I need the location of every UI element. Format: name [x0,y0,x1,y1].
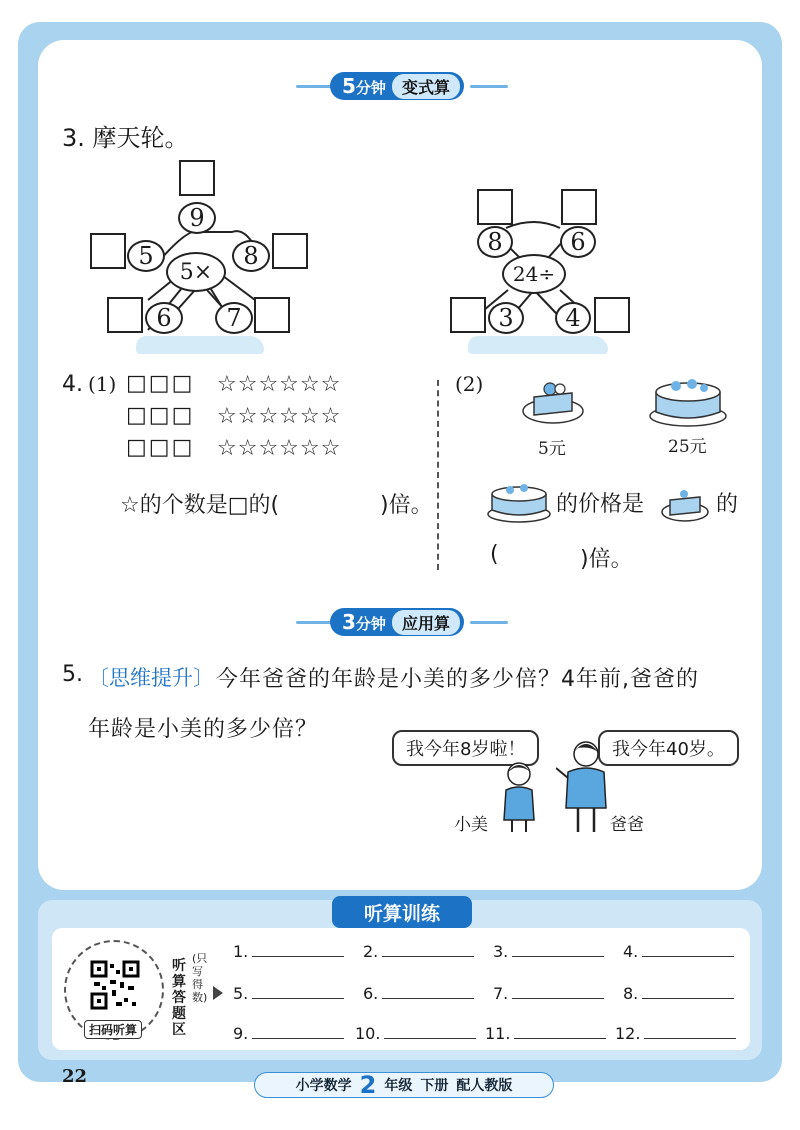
answer-box[interactable] [477,189,513,225]
section-unit: 分钟 [355,79,386,97]
answer-slot-4[interactable]: 4. [623,942,734,961]
only-results-note: (只写得数) [192,952,208,1004]
answer-box[interactable] [594,297,630,333]
book-footer [254,1072,554,1098]
answer-line[interactable] [384,1025,476,1039]
q5-line-2: 年龄是小美的多少倍？ [88,717,319,742]
section-minutes: 5 [342,74,356,98]
answer-line[interactable] [642,943,734,957]
question-3-title: 3. 摩天轮。 [62,124,189,152]
snow-ground [468,336,608,354]
answer-line[interactable] [512,943,604,957]
answer-line[interactable] [252,943,344,957]
wheel-number: 4 [555,302,591,334]
footer-grade-unit: 年级 [384,1078,413,1094]
answer-slot-7[interactable]: 7. [493,984,604,1003]
question-5-number: 5. [62,662,83,687]
stars-row: ☆☆☆☆☆☆ [217,436,342,461]
question-4-number: 4. [62,372,83,397]
listening-title: 听算训练 [332,896,472,928]
wheel-number: 9 [178,202,216,234]
wheel-number: 3 [488,302,524,334]
q4-sentence-2b: )倍。 [580,547,633,572]
cake-slice-icon [520,375,586,427]
column-divider [437,380,439,570]
play-arrow-icon [213,986,223,1000]
section-minutes: 3 [342,610,356,634]
answer-slot-6[interactable]: 6. [363,984,474,1003]
footer-edition: 配人教版 [456,1078,513,1094]
q4-sentence-2a: ( [490,542,499,567]
price-cake: 25元 [668,437,707,457]
footer-volume: 下册 [420,1078,449,1094]
answer-slot-9[interactable]: 9. [233,1024,344,1043]
footer-subject: 小学数学 [295,1078,352,1094]
section-name: 应用算 [392,610,460,635]
squares-row: □□□ [126,435,195,460]
answer-slot-3[interactable]: 3. [493,942,604,961]
answer-box[interactable] [561,189,597,225]
answer-line[interactable] [642,985,734,999]
answer-slot-11[interactable]: 11. [485,1024,606,1043]
whole-cake-icon [486,478,552,524]
answer-line[interactable] [512,985,604,999]
section-unit: 分钟 [355,615,386,633]
q5-line-1: 今年爸爸的年龄是小美的多少倍？4年前,爸爸的 [216,667,699,692]
wheel-number: 7 [215,302,253,334]
answer-area-label: 听算答题区 [172,958,186,1038]
answer-slot-2[interactable]: 2. [363,942,474,961]
wheel-center: 24÷ [502,254,566,294]
q4-sentence-2end: 的 [716,492,739,517]
q4-part2-label: (2) [455,372,484,396]
name-xiaomei: 小美 [454,815,488,835]
answer-slot-1[interactable]: 1. [233,942,344,961]
price-slice: 5元 [538,439,566,459]
cake-slice-icon [660,484,710,522]
speech-bubble-xiaomei: 我今年8岁啦！ [392,730,539,766]
answer-line[interactable] [382,943,474,957]
q4-sentence-2mid: 的价格是 [556,492,645,517]
answer-slot-10[interactable]: 10. [355,1024,476,1043]
squares-row: □□□ [126,371,195,396]
page-number: 22 [62,1066,88,1087]
footer-grade: 2 [359,1071,377,1099]
thinking-tag: 〔思维提升〕 [88,666,214,690]
name-dad: 爸爸 [610,815,644,835]
q4-part1-label: (1) [88,372,117,396]
girl-figure-icon [494,758,544,834]
section-header-2 [0,606,800,638]
answer-slot-8[interactable]: 8. [623,984,734,1003]
answer-slot-12[interactable]: 12. [615,1024,736,1043]
wheel-number: 8 [232,240,270,272]
whole-cake-icon [648,372,728,428]
speech-bubble-dad: 我今年40岁。 [598,730,739,766]
wheel-number: 5 [127,240,165,272]
qr-code-icon[interactable] [90,960,140,1010]
answer-line[interactable] [252,985,344,999]
wheel-number: 8 [477,226,513,258]
wheel-number: 6 [560,226,596,258]
squares-row: □□□ [126,403,195,428]
answer-line[interactable] [382,985,474,999]
stars-row: ☆☆☆☆☆☆ [217,372,342,397]
answer-line[interactable] [514,1025,606,1039]
scan-label: 扫码听算 [84,1020,142,1039]
answer-box[interactable] [450,297,486,333]
answer-slot-5[interactable]: 5. [233,984,344,1003]
section-name: 变式算 [392,74,460,99]
wheel-number: 6 [145,302,183,334]
section-pill [330,608,464,636]
answer-line[interactable] [252,1025,344,1039]
answer-line[interactable] [644,1025,736,1039]
stars-row: ☆☆☆☆☆☆ [217,404,342,429]
q4-sentence-1b: )倍。 [380,493,433,518]
q4-sentence-1a: ☆的个数是□的( [120,493,280,518]
dad-figure-icon [556,738,616,834]
wheel-center: 5× [166,252,226,292]
